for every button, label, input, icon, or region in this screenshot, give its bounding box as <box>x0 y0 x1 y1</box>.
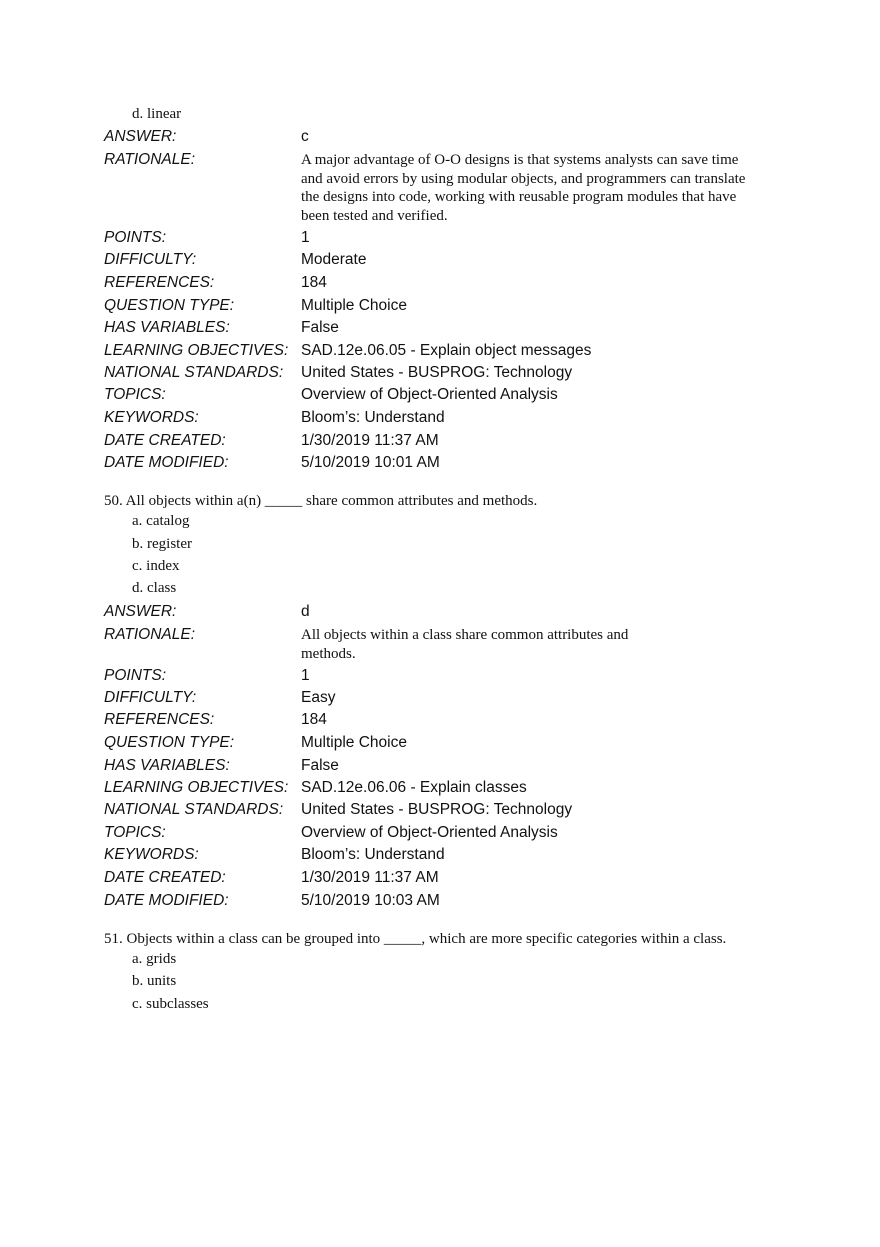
prev-meta-label: DATE CREATED: <box>104 432 226 449</box>
q50-meta-value: False <box>301 757 339 774</box>
prev-answer-label: ANSWER: <box>104 128 177 145</box>
question-50-option: d. class <box>132 580 177 596</box>
q50-answer-value: d <box>301 603 310 620</box>
question-51-option: c. subclasses <box>132 996 209 1012</box>
q50-meta-value: 184 <box>301 711 327 728</box>
question-51-option: b. units <box>132 973 177 989</box>
prev-rationale-label: RATIONALE: <box>104 151 196 168</box>
prev-meta-label: LEARNING OBJECTIVES: <box>104 342 289 359</box>
q50-meta-label: TOPICS: <box>104 824 166 841</box>
prev-meta-value: 184 <box>301 274 327 291</box>
q50-meta-label: DATE CREATED: <box>104 869 226 886</box>
prev-meta-label: DATE MODIFIED: <box>104 454 229 471</box>
prev-meta-label: POINTS: <box>104 229 167 246</box>
prev-option-d: d. linear <box>132 106 182 122</box>
question-50-option: a. catalog <box>132 513 190 529</box>
prev-meta-value: 1/30/2019 11:37 AM <box>301 432 439 449</box>
question-50-text: 50. All objects within a(n) _____ share common attributes and methods. <box>104 493 538 509</box>
prev-meta-label: NATIONAL STANDARDS: <box>104 364 284 381</box>
q50-rationale-line: All objects within a class share common attributes and <box>301 627 629 643</box>
prev-meta-value: Overview of Object-Oriented Analysis <box>301 386 558 403</box>
question-51-option: a. grids <box>132 951 177 967</box>
prev-answer-value: c <box>301 128 309 145</box>
prev-meta-label: HAS VARIABLES: <box>104 319 230 336</box>
q50-meta-label: DATE MODIFIED: <box>104 892 229 909</box>
q50-meta-label: QUESTION TYPE: <box>104 734 235 751</box>
q50-meta-value: Bloom’s: Understand <box>301 846 445 863</box>
q50-meta-label: HAS VARIABLES: <box>104 757 230 774</box>
q50-meta-label: DIFFICULTY: <box>104 689 197 706</box>
q50-meta-value: SAD.12e.06.06 - Explain classes <box>301 779 527 796</box>
prev-rationale-line: and avoid errors by using modular objects, and programmers can translate <box>301 170 746 187</box>
prev-meta-label: DIFFICULTY: <box>104 251 197 268</box>
prev-meta-value: Multiple Choice <box>301 297 407 314</box>
q50-meta-label: KEYWORDS: <box>104 846 199 863</box>
q50-meta-value: Overview of Object-Oriented Analysis <box>301 824 558 841</box>
q50-rationale-line: methods. <box>301 646 356 662</box>
prev-meta-label: TOPICS: <box>104 386 166 403</box>
prev-meta-value: 1 <box>301 229 310 246</box>
q50-meta-label: POINTS: <box>104 667 167 684</box>
q50-meta-label: NATIONAL STANDARDS: <box>104 801 284 818</box>
question-50-option: c. index <box>132 558 180 574</box>
q50-meta-value: 5/10/2019 10:03 AM <box>301 892 440 909</box>
prev-meta-label: KEYWORDS: <box>104 409 199 426</box>
q50-meta-value: Easy <box>301 689 336 706</box>
q50-meta-label: LEARNING OBJECTIVES: <box>104 779 289 796</box>
prev-rationale-line: been tested and verified. <box>301 207 448 224</box>
q50-rationale-label: RATIONALE: <box>104 626 196 643</box>
prev-meta-label: REFERENCES: <box>104 274 215 291</box>
q50-meta-label: REFERENCES: <box>104 711 215 728</box>
question-51-text: 51. Objects within a class can be grouped into _____, which are more specific categories within a class. <box>104 931 727 947</box>
q50-answer-label: ANSWER: <box>104 603 177 620</box>
prev-rationale-line: A major advantage of O-O designs is that systems analysts can save time <box>301 152 739 168</box>
q50-meta-value: 1/30/2019 11:37 AM <box>301 869 439 886</box>
prev-meta-value: False <box>301 319 339 336</box>
prev-meta-label: QUESTION TYPE: <box>104 297 235 314</box>
q50-meta-value: 1 <box>301 667 310 684</box>
prev-meta-value: Bloom’s: Understand <box>301 409 445 426</box>
prev-meta-value: United States - BUSPROG: Technology <box>301 364 573 381</box>
prev-meta-value: SAD.12e.06.05 - Explain object messages <box>301 342 592 359</box>
prev-meta-value: 5/10/2019 10:01 AM <box>301 454 440 471</box>
q50-meta-value: Multiple Choice <box>301 734 407 751</box>
prev-meta-value: Moderate <box>301 251 367 268</box>
question-50-option: b. register <box>132 536 192 552</box>
prev-rationale-line: the designs into code, working with reusable program modules that have <box>301 189 737 205</box>
q50-meta-value: United States - BUSPROG: Technology <box>301 801 573 818</box>
